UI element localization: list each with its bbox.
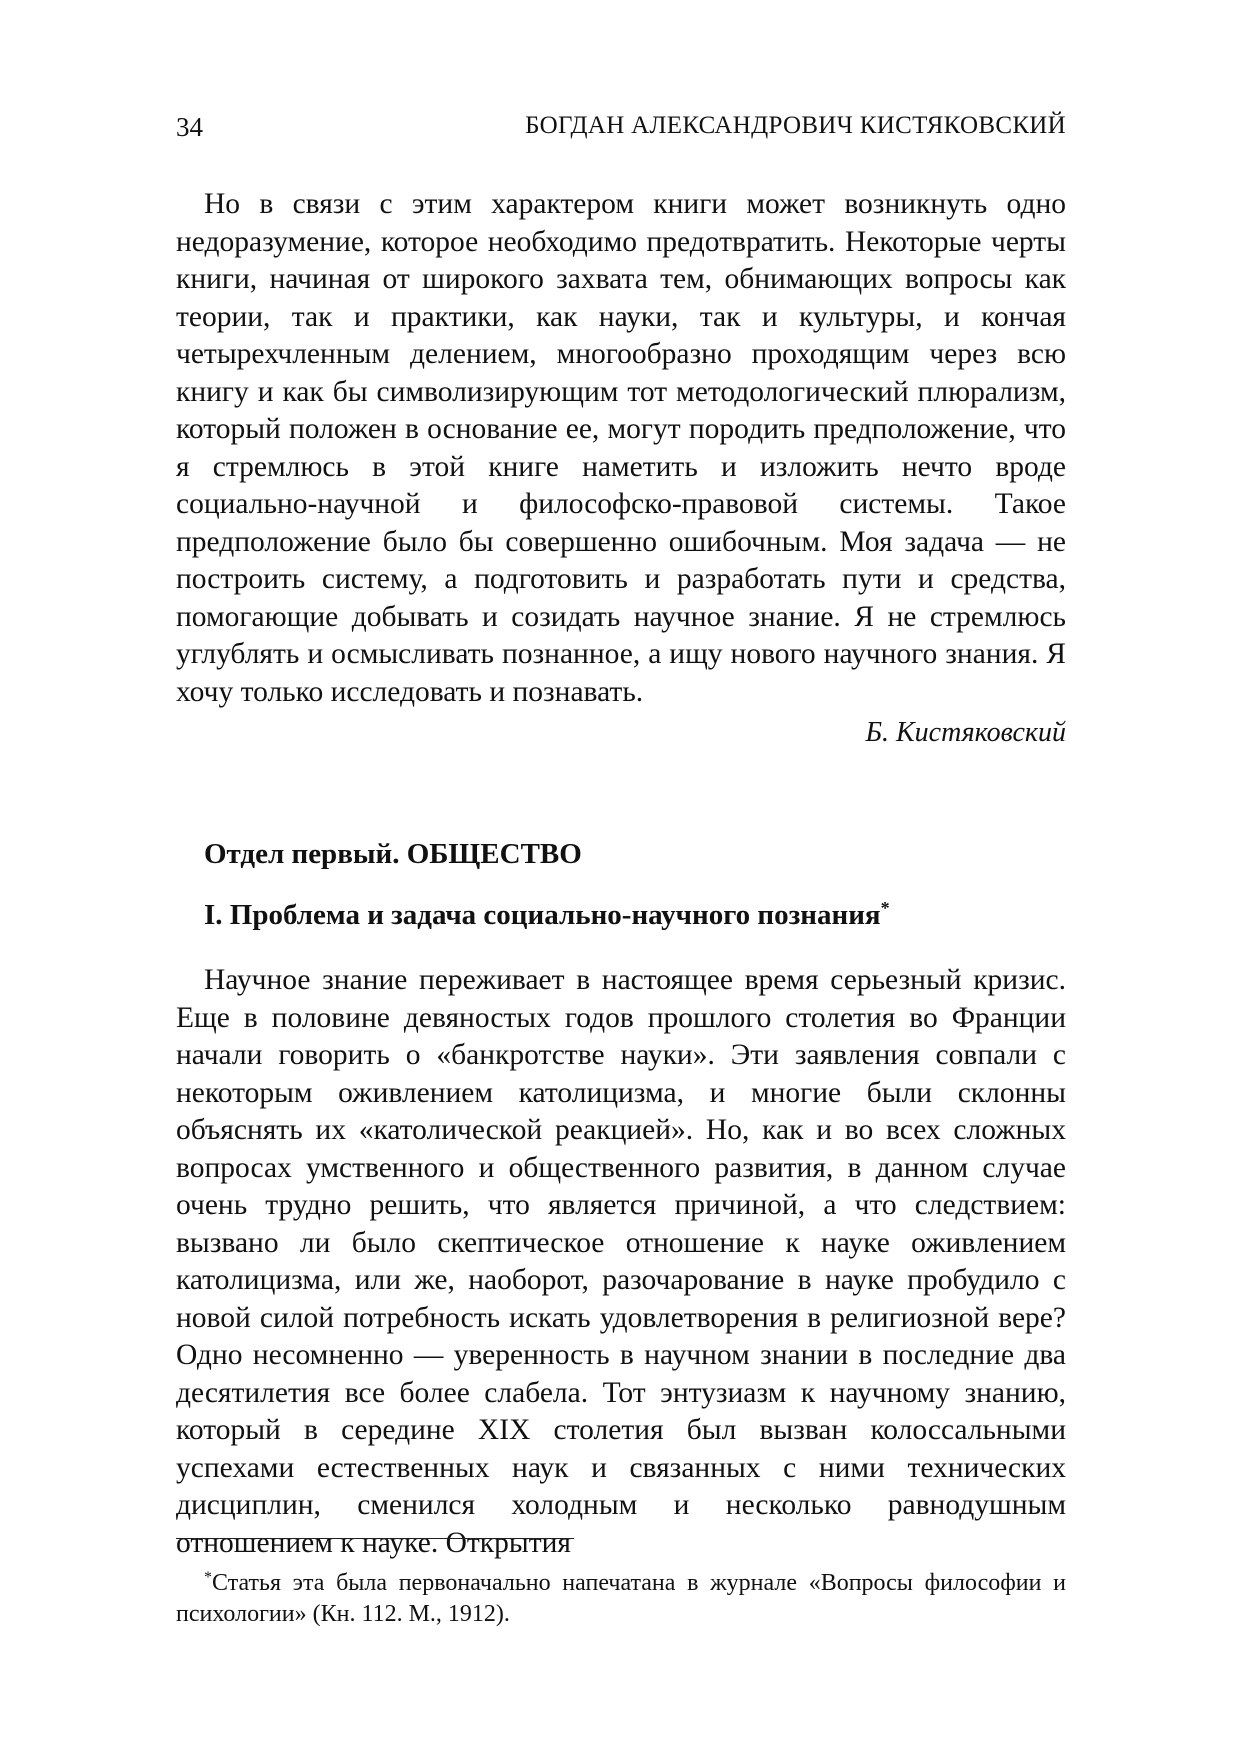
page-header bbox=[176, 112, 1066, 152]
chapter-text bbox=[176, 962, 1066, 1562]
chapter-title-text: I. Проблема и задача социально-научного познания bbox=[204, 899, 881, 931]
running-head: БОГДАН АЛЕКСАНДРОВИЧ КИСТЯКОВСКИЙ bbox=[525, 112, 1066, 139]
page-number: 34 bbox=[176, 112, 203, 142]
chapter-paragraph: Научное знание переживает в настоящее время серьезный кризис. Еще в половине девяностых годов прошлого столетия во Франции начали говорить о «банкротстве науки». Эти заявления совпали с некоторым оживлением католицизма, и многие были склонны объяснять их «католической реакцией». Но, как и во всех сложных вопросах умственного и общественного развития, в данном случае очень трудно решить, что является причиной, а что следствием: вызвано ли было скептическое отношение к науке оживлением католицизма, или же, наоборот, разочарование в науке пробудило с новой силой потребность искать удовлетворения в религиозной вере? Одно несомненно — уверенность в научном знании в последние два десятилетия все более слабела. Тот энтузиазм к научному знанию, который в середине XIX столетия был вызван колоссальными успехами естественных наук и связанных с ними технических дисциплин, сменился холодным и несколько равнодушным отношением к науке. Открытия bbox=[176, 964, 1066, 1559]
section-title: Отдел первый. ОБЩЕСТВО bbox=[204, 838, 582, 870]
chapter-title bbox=[204, 898, 890, 932]
author-signature: Б. Кистяковский bbox=[865, 717, 1066, 748]
footnote bbox=[176, 1562, 1066, 1630]
chapter-footnote-marker: * bbox=[880, 898, 890, 918]
preface-paragraph: Но в связи с этим характером книги может возникнуть одно недоразумение, которое необходимо предотвратить. Некоторые черты книги, начиная от широкого захвата тем, обнимающих вопросы как теории, так и практики, как науки, так и культуры, и кончая четырехчленным делением, многообразно проходящим через всю книгу и как бы символизирующим тот методологический плюрализм, который положен в основание ее, могут породить предположение, что я стремлюсь в этой книге наметить и изложить нечто вроде социально-научной и философско-правовой системы. Такое предположение было бы совершенно ошибочным. Моя задача — не построить систему, а подготовить и разработать пути и средства, помогающие добывать и созидать научное знание. Я не стремлюсь углублять и осмысливать познанное, а ищу нового научного знания. Я хочу только исследовать и познавать. bbox=[176, 188, 1066, 708]
preface-text bbox=[176, 186, 1066, 711]
footnote-marker: * bbox=[204, 1569, 212, 1586]
footnote-text: Статья эта была первоначально напечатана в журнале «Вопросы философии и психологии» (Кн. 112. М., 1912). bbox=[176, 1570, 1066, 1627]
footnote-divider bbox=[176, 1538, 574, 1539]
